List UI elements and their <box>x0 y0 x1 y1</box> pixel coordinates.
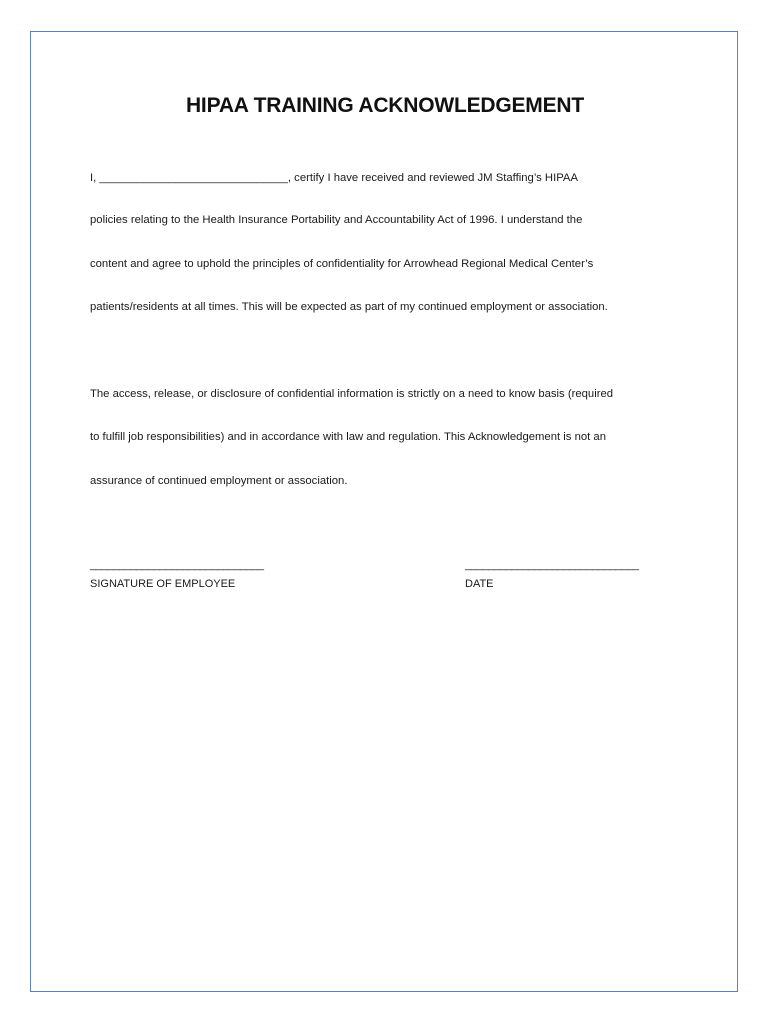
paragraph1-line-4: patients/residents at all times. This will be expected as part of my continued employment or association. <box>90 301 608 313</box>
paragraph2-line-2: to fulfill job responsibilities) and in accordance with law and regulation. This Acknowledgement is not an <box>90 431 606 443</box>
signature-line: ______________________________ <box>90 559 264 571</box>
signature-label: SIGNATURE OF EMPLOYEE <box>90 578 236 590</box>
paragraph1-line-1: I, ______________________________, certify I have received and reviewed JM Staffing’s HIPAA <box>90 172 578 184</box>
paragraph1-line-3: content and agree to uphold the principles of confidentiality for Arrowhead Regional Medical Center’s <box>90 258 594 270</box>
date-line: ______________________________ <box>465 559 639 571</box>
paragraph1-line-2: policies relating to the Health Insurance Portability and Accountability Act of 1996. I understand the <box>90 214 583 226</box>
paragraph2-line-1: The access, release, or disclosure of confidential information is strictly on a need to know basis (required <box>90 388 614 400</box>
paragraph2-line-3: assurance of continued employment or association. <box>90 475 348 487</box>
document-title: HIPAA TRAINING ACKNOWLEDGEMENT <box>185 94 585 117</box>
date-label: DATE <box>465 578 494 590</box>
